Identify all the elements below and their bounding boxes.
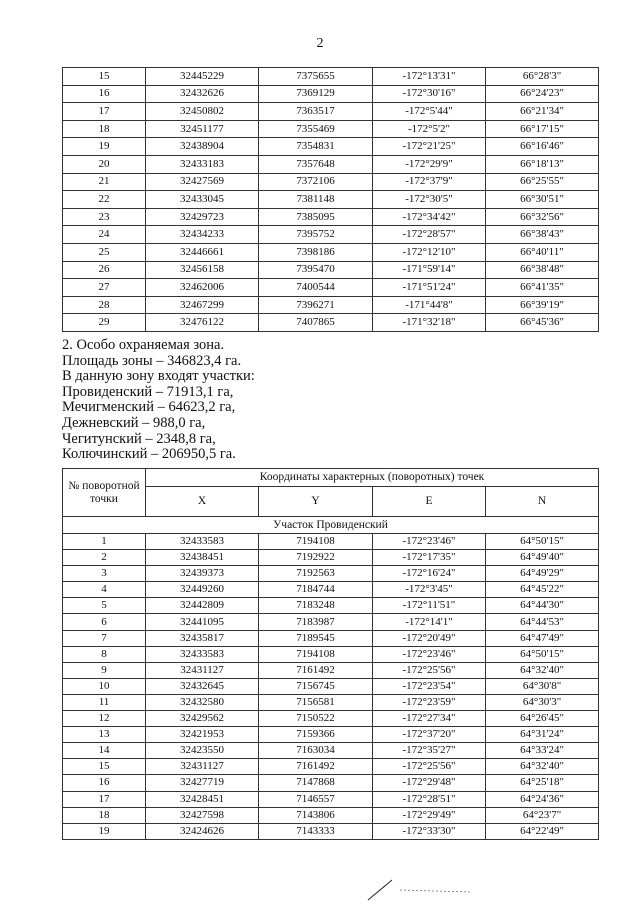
e-cell: -172°27'34" — [373, 711, 486, 727]
n-cell: 64°45'22" — [486, 582, 599, 598]
y-cell: 7150522 — [259, 711, 373, 727]
y-cell: 7183987 — [259, 614, 373, 630]
n-cell: 66°18'13" — [486, 155, 599, 173]
y-cell: 7381148 — [259, 191, 373, 209]
table-row — [63, 261, 599, 279]
table-row — [63, 791, 599, 807]
plot-line: Колючинский – 206950,5 га. — [62, 446, 236, 463]
point-number: 1 — [63, 534, 146, 550]
x-cell: 32427719 — [146, 775, 259, 791]
table-row — [63, 208, 599, 226]
y-cell: 7147868 — [259, 775, 373, 791]
n-cell: 64°33'24" — [486, 743, 599, 759]
e-cell: -171°44'8" — [373, 296, 486, 314]
e-cell: -172°11'51" — [373, 598, 486, 614]
point-number: 25 — [63, 243, 146, 261]
y-cell: 7407865 — [259, 314, 373, 332]
table-row — [63, 662, 599, 678]
table-row — [63, 226, 599, 244]
n-cell: 66°30'51" — [486, 191, 599, 209]
x-cell: 32431127 — [146, 662, 259, 678]
zone-intro: В данную зону входят участки: — [62, 368, 255, 385]
y-cell: 7159366 — [259, 727, 373, 743]
table-row — [63, 314, 599, 332]
x-cell: 32476122 — [146, 314, 259, 332]
point-number: 12 — [63, 711, 146, 727]
y-cell: 7161492 — [259, 662, 373, 678]
n-cell: 64°49'40" — [486, 550, 599, 566]
x-cell: 32424626 — [146, 823, 259, 839]
e-cell: -172°20'49" — [373, 630, 486, 646]
signature-mark — [360, 872, 490, 902]
n-cell: 66°24'23" — [486, 85, 599, 103]
table-row — [63, 534, 599, 550]
header-n: N — [486, 487, 599, 517]
n-cell: 64°24'36" — [486, 791, 599, 807]
point-number: 3 — [63, 566, 146, 582]
x-cell: 32456158 — [146, 261, 259, 279]
header-x: X — [146, 487, 259, 517]
x-cell: 32442809 — [146, 598, 259, 614]
e-cell: -172°25'56" — [373, 759, 486, 775]
table-row — [63, 775, 599, 791]
x-cell: 32438904 — [146, 138, 259, 156]
x-cell: 32439373 — [146, 566, 259, 582]
n-cell: 64°32'40" — [486, 759, 599, 775]
point-number: 5 — [63, 598, 146, 614]
y-cell: 7143333 — [259, 823, 373, 839]
y-cell: 7192922 — [259, 550, 373, 566]
point-number: 17 — [63, 791, 146, 807]
table-row — [63, 550, 599, 566]
y-cell: 7385095 — [259, 208, 373, 226]
point-number: 11 — [63, 694, 146, 710]
x-cell: 32462006 — [146, 279, 259, 297]
y-cell: 7363517 — [259, 103, 373, 121]
header-e: E — [373, 487, 486, 517]
page-number: 2 — [316, 36, 324, 51]
point-number: 4 — [63, 582, 146, 598]
point-number: 15 — [63, 759, 146, 775]
point-number: 10 — [63, 678, 146, 694]
e-cell: -172°21'25" — [373, 138, 486, 156]
y-cell: 7184744 — [259, 582, 373, 598]
y-cell: 7372106 — [259, 173, 373, 191]
point-number: 22 — [63, 191, 146, 209]
x-cell: 32433045 — [146, 191, 259, 209]
n-cell: 66°25'55" — [486, 173, 599, 191]
y-cell: 7395752 — [259, 226, 373, 244]
y-cell: 7163034 — [259, 743, 373, 759]
n-cell: 64°50'15" — [486, 646, 599, 662]
e-cell: -172°5'44" — [373, 103, 486, 121]
table-row — [63, 173, 599, 191]
zone-description — [62, 338, 255, 463]
x-cell: 32432626 — [146, 85, 259, 103]
n-cell: 66°28'3" — [486, 68, 599, 86]
point-number: 17 — [63, 103, 146, 121]
e-cell: -171°32'18" — [373, 314, 486, 332]
n-cell: 66°16'46" — [486, 138, 599, 156]
point-number: 19 — [63, 138, 146, 156]
x-cell: 32431127 — [146, 759, 259, 775]
provideniya-coordinates-table — [62, 468, 599, 840]
table-row — [63, 646, 599, 662]
x-cell: 32433183 — [146, 155, 259, 173]
table-row — [63, 694, 599, 710]
point-number: 2 — [63, 550, 146, 566]
point-number: 29 — [63, 314, 146, 332]
header-point-number: № поворотной точки — [63, 469, 146, 517]
e-cell: -172°23'46" — [373, 534, 486, 550]
n-cell: 64°26'45" — [486, 711, 599, 727]
y-cell: 7143806 — [259, 807, 373, 823]
e-cell: -172°30'5" — [373, 191, 486, 209]
e-cell: -172°5'2" — [373, 120, 486, 138]
table-row — [63, 582, 599, 598]
y-cell: 7194108 — [259, 646, 373, 662]
table-row — [63, 279, 599, 297]
n-cell: 64°49'29" — [486, 566, 599, 582]
y-cell: 7161492 — [259, 759, 373, 775]
point-number: 9 — [63, 662, 146, 678]
e-cell: -172°3'45" — [373, 582, 486, 598]
point-number: 15 — [63, 68, 146, 86]
table-row — [63, 191, 599, 209]
n-cell: 64°30'8" — [486, 678, 599, 694]
plot-line: Мечигменский – 64623,2 га, — [62, 399, 236, 416]
e-cell: -172°23'46" — [373, 646, 486, 662]
e-cell: -172°23'59" — [373, 694, 486, 710]
n-cell: 64°23'7" — [486, 807, 599, 823]
e-cell: -172°13'31" — [373, 68, 486, 86]
x-cell: 32441095 — [146, 614, 259, 630]
table-row — [63, 630, 599, 646]
x-cell: 32429562 — [146, 711, 259, 727]
table-row — [63, 296, 599, 314]
x-cell: 32433583 — [146, 646, 259, 662]
n-cell: 66°41'35" — [486, 279, 599, 297]
x-cell: 32421953 — [146, 727, 259, 743]
e-cell: -172°16'24" — [373, 566, 486, 582]
e-cell: -172°25'56" — [373, 662, 486, 678]
x-cell: 32445229 — [146, 68, 259, 86]
y-cell: 7396271 — [259, 296, 373, 314]
e-cell: -172°28'51" — [373, 791, 486, 807]
table-row — [63, 120, 599, 138]
y-cell: 7192563 — [259, 566, 373, 582]
y-cell: 7156745 — [259, 678, 373, 694]
zone-heading: 2. Особо охраняемая зона. — [62, 337, 225, 353]
y-cell: 7398186 — [259, 243, 373, 261]
point-number: 16 — [63, 85, 146, 103]
y-cell: 7146557 — [259, 791, 373, 807]
table-row — [63, 807, 599, 823]
x-cell: 32428451 — [146, 791, 259, 807]
e-cell: -172°17'35" — [373, 550, 486, 566]
y-cell: 7369129 — [259, 85, 373, 103]
point-number: 20 — [63, 155, 146, 173]
y-cell: 7395470 — [259, 261, 373, 279]
plot-line: Провиденский – 71913,1 га, — [62, 383, 234, 400]
header-y: Y — [259, 487, 373, 517]
n-cell: 66°32'56" — [486, 208, 599, 226]
n-cell: 64°32'40" — [486, 662, 599, 678]
point-number: 21 — [63, 173, 146, 191]
x-cell: 32427569 — [146, 173, 259, 191]
table-row — [63, 727, 599, 743]
x-cell: 32446661 — [146, 243, 259, 261]
table-row — [63, 598, 599, 614]
point-number: 26 — [63, 261, 146, 279]
x-cell: 32429723 — [146, 208, 259, 226]
section-title: Участок Провиденский — [63, 517, 599, 534]
point-number: 13 — [63, 727, 146, 743]
e-cell: -172°29'49" — [373, 807, 486, 823]
point-number: 7 — [63, 630, 146, 646]
n-cell: 64°47'49" — [486, 630, 599, 646]
plot-line: Чегитунский – 2348,8 га, — [62, 430, 216, 447]
point-number: 14 — [63, 743, 146, 759]
e-cell: -171°59'14" — [373, 261, 486, 279]
y-cell: 7156581 — [259, 694, 373, 710]
table-row — [63, 759, 599, 775]
n-cell: 66°39'19" — [486, 296, 599, 314]
e-cell: -172°29'9" — [373, 155, 486, 173]
point-number: 16 — [63, 775, 146, 791]
y-cell: 7183248 — [259, 598, 373, 614]
e-cell: -172°14'1" — [373, 614, 486, 630]
y-cell: 7355469 — [259, 120, 373, 138]
point-number: 27 — [63, 279, 146, 297]
table-row — [63, 823, 599, 839]
y-cell: 7357648 — [259, 155, 373, 173]
n-cell: 64°25'18" — [486, 775, 599, 791]
e-cell: -172°30'16" — [373, 85, 486, 103]
point-number: 23 — [63, 208, 146, 226]
table-row — [63, 711, 599, 727]
e-cell: -172°33'30" — [373, 823, 486, 839]
point-number: 6 — [63, 614, 146, 630]
e-cell: -172°28'57" — [373, 226, 486, 244]
n-cell: 66°17'15" — [486, 120, 599, 138]
y-cell: 7400544 — [259, 279, 373, 297]
plot-line: Дежневский – 988,0 га, — [62, 414, 206, 431]
e-cell: -172°29'48" — [373, 775, 486, 791]
e-cell: -171°51'24" — [373, 279, 486, 297]
n-cell: 66°40'11" — [486, 243, 599, 261]
n-cell: 66°45'36" — [486, 314, 599, 332]
point-number: 24 — [63, 226, 146, 244]
table-row — [63, 138, 599, 156]
x-cell: 32449260 — [146, 582, 259, 598]
e-cell: -172°37'20" — [373, 727, 486, 743]
n-cell: 66°38'43" — [486, 226, 599, 244]
table-row — [63, 243, 599, 261]
point-number: 19 — [63, 823, 146, 839]
y-cell: 7194108 — [259, 534, 373, 550]
x-cell: 32432580 — [146, 694, 259, 710]
e-cell: -172°12'10" — [373, 243, 486, 261]
y-cell: 7354831 — [259, 138, 373, 156]
n-cell: 64°30'3" — [486, 694, 599, 710]
n-cell: 64°31'24" — [486, 727, 599, 743]
zone-area: Площадь зоны – 346823,4 га. — [62, 352, 242, 369]
table-row — [63, 743, 599, 759]
x-cell: 32438451 — [146, 550, 259, 566]
y-cell: 7375655 — [259, 68, 373, 86]
x-cell: 32432645 — [146, 678, 259, 694]
coordinates-table-continued — [62, 67, 599, 332]
n-cell: 64°22'49" — [486, 823, 599, 839]
n-cell: 64°50'15" — [486, 534, 599, 550]
x-cell: 32423550 — [146, 743, 259, 759]
table-row — [63, 68, 599, 86]
point-number: 18 — [63, 807, 146, 823]
y-cell: 7189545 — [259, 630, 373, 646]
table-row — [63, 103, 599, 121]
x-cell: 32434233 — [146, 226, 259, 244]
n-cell: 64°44'30" — [486, 598, 599, 614]
table-row — [63, 566, 599, 582]
table-row — [63, 678, 599, 694]
x-cell: 32451177 — [146, 120, 259, 138]
point-number: 28 — [63, 296, 146, 314]
x-cell: 32435817 — [146, 630, 259, 646]
e-cell: -172°23'54" — [373, 678, 486, 694]
table-row — [63, 614, 599, 630]
x-cell: 32433583 — [146, 534, 259, 550]
x-cell: 32467299 — [146, 296, 259, 314]
point-number: 18 — [63, 120, 146, 138]
point-number: 8 — [63, 646, 146, 662]
x-cell: 32450802 — [146, 103, 259, 121]
table-row — [63, 85, 599, 103]
e-cell: -172°37'9" — [373, 173, 486, 191]
n-cell: 66°38'48" — [486, 261, 599, 279]
header-coordinates: Координаты характерных (поворотных) точек — [146, 469, 599, 487]
x-cell: 32427598 — [146, 807, 259, 823]
n-cell: 66°21'34" — [486, 103, 599, 121]
table-row — [63, 155, 599, 173]
n-cell: 64°44'53" — [486, 614, 599, 630]
e-cell: -172°34'42" — [373, 208, 486, 226]
e-cell: -172°35'27" — [373, 743, 486, 759]
